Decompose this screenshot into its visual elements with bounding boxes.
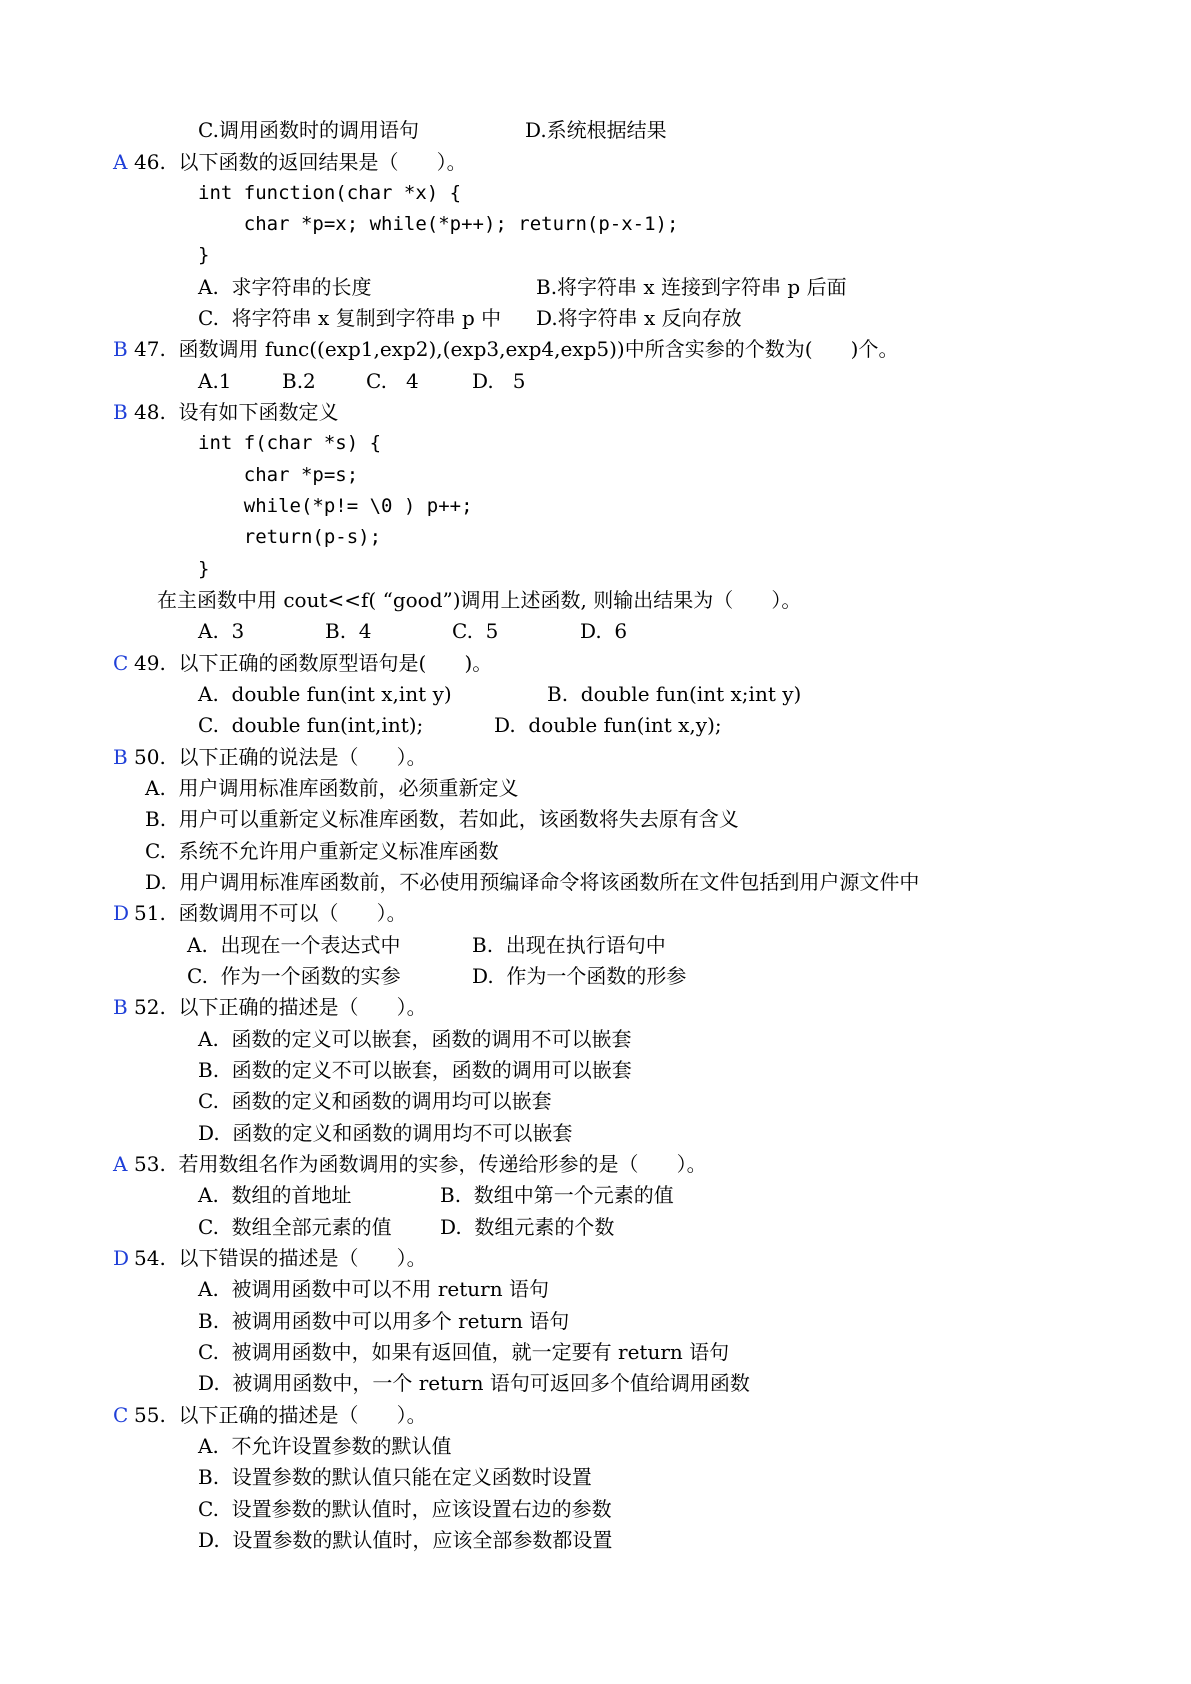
q48-option-c: C. 5: [452, 619, 499, 643]
q46-code-line-2: char *p=x; while(*p++); return(p-x-1);: [198, 213, 679, 235]
q46-option-a: A. 求字符串的长度: [198, 275, 372, 299]
q47-option-b: B.2: [282, 369, 316, 393]
q51-option-b: B. 出现在执行语句中: [472, 933, 666, 957]
q48-code-line-5: }: [198, 558, 210, 580]
q51-answer: D: [113, 901, 130, 925]
q48-code-line-1: int f(char *s) {: [198, 432, 382, 454]
q55-option-a: A. 不允许设置参数的默认值: [198, 1434, 452, 1458]
q53-option-a: A. 数组的首地址: [198, 1183, 352, 1207]
q45-option-d: D.系统根据结果: [525, 118, 667, 142]
q55-answer: C: [113, 1403, 129, 1427]
q48-option-d: D. 6: [580, 619, 628, 643]
q54-option-b: B. 被调用函数中可以用多个 return 语句: [198, 1309, 570, 1333]
q52-option-c: C. 函数的定义和函数的调用均可以嵌套: [198, 1089, 552, 1113]
q49-option-c: C. double fun(int,int);: [198, 713, 424, 737]
q45-option-c: C.调用函数时的调用语句: [198, 118, 419, 142]
q47-option-a: A.1: [198, 369, 232, 393]
q52-option-a: A. 函数的定义可以嵌套，函数的调用不可以嵌套: [198, 1027, 632, 1051]
q53-option-c: C. 数组全部元素的值: [198, 1215, 392, 1239]
q51-option-d: D. 作为一个函数的形参: [472, 964, 687, 988]
q53-option-b: B. 数组中第一个元素的值: [440, 1183, 674, 1207]
q49-option-a: A. double fun(int x,int y): [198, 682, 452, 706]
q49-option-b: B. double fun(int x;int y): [547, 682, 802, 706]
q51-option-a: A. 出现在一个表达式中: [187, 933, 401, 957]
q48-call-statement: 在主函数中用 cout<<f( “good”)调用上述函数, 则输出结果为（ ）。: [157, 588, 802, 612]
q50-stem: 50. 以下正确的说法是（ ）。: [134, 745, 427, 769]
q51-option-c: C. 作为一个函数的实参: [187, 964, 401, 988]
q48-option-a: A. 3: [198, 619, 245, 643]
q52-stem: 52. 以下正确的描述是（ ）。: [134, 995, 427, 1019]
q47-option-c: C. 4: [366, 369, 419, 393]
q54-option-d: D. 被调用函数中，一个 return 语句可返回多个值给调用函数: [198, 1371, 750, 1395]
q46-stem: 46. 以下函数的返回结果是（ ）。: [134, 150, 467, 174]
q51-stem: 51. 函数调用不可以（ ）。: [134, 901, 407, 925]
q46-option-d: D.将字符串 x 反向存放: [536, 306, 742, 330]
q48-option-b: B. 4: [325, 619, 372, 643]
q47-option-d: D. 5: [472, 369, 526, 393]
q47-answer: B: [113, 337, 128, 361]
q49-stem: 49. 以下正确的函数原型语句是( )。: [134, 651, 493, 675]
q49-answer: C: [113, 651, 129, 675]
q50-option-b: B. 用户可以重新定义标准库函数，若如此，该函数将失去原有含义: [145, 807, 739, 831]
q49-option-d: D. double fun(int x,y);: [494, 713, 722, 737]
q46-code-line-1: int function(char *x) {: [198, 182, 462, 204]
q46-option-b: B.将字符串 x 连接到字符串 p 后面: [536, 275, 847, 299]
q50-option-a: A. 用户调用标准库函数前，必须重新定义: [145, 776, 519, 800]
q46-answer: A: [113, 150, 128, 174]
q54-stem: 54. 以下错误的描述是（ ）。: [134, 1246, 427, 1270]
q55-option-d: D. 设置参数的默认值时，应该全部参数都设置: [198, 1528, 613, 1552]
q46-option-c: C. 将字符串 x 复制到字符串 p 中: [198, 306, 502, 330]
q54-option-a: A. 被调用函数中可以不用 return 语句: [198, 1277, 549, 1301]
q55-option-c: C. 设置参数的默认值时，应该设置右边的参数: [198, 1497, 612, 1521]
q52-option-d: D. 函数的定义和函数的调用均不可以嵌套: [198, 1121, 573, 1145]
q48-code-line-2: char *p=s;: [198, 464, 359, 486]
q50-option-d: D. 用户调用标准库函数前，不必使用预编译命令将该函数所在文件包括到用户源文件中: [145, 870, 920, 894]
q52-answer: B: [113, 995, 128, 1019]
q53-option-d: D. 数组元素的个数: [440, 1215, 615, 1239]
q46-code-line-3: }: [198, 244, 210, 266]
q48-code-line-3: while(*p!= \0 ) p++;: [198, 495, 473, 517]
q53-stem: 53. 若用数组名作为函数调用的实参，传递给形参的是（ ）。: [134, 1152, 707, 1176]
q55-option-b: B. 设置参数的默认值只能在定义函数时设置: [198, 1465, 592, 1489]
q50-answer: B: [113, 745, 128, 769]
q52-option-b: B. 函数的定义不可以嵌套，函数的调用可以嵌套: [198, 1058, 632, 1082]
q47-stem: 47. 函数调用 func((exp1,exp2),(exp3,exp4,exp5))中所含实参的个数为( )个。: [134, 337, 899, 361]
q55-stem: 55. 以下正确的描述是（ ）。: [134, 1403, 427, 1427]
q48-stem: 48. 设有如下函数定义: [134, 400, 339, 424]
q48-code-line-4: return(p-s);: [198, 526, 382, 548]
q48-answer: B: [113, 400, 128, 424]
q54-answer: D: [113, 1246, 130, 1270]
q50-option-c: C. 系统不允许用户重新定义标准库函数: [145, 839, 499, 863]
q54-option-c: C. 被调用函数中，如果有返回值，就一定要有 return 语句: [198, 1340, 730, 1364]
q53-answer: A: [113, 1152, 128, 1176]
